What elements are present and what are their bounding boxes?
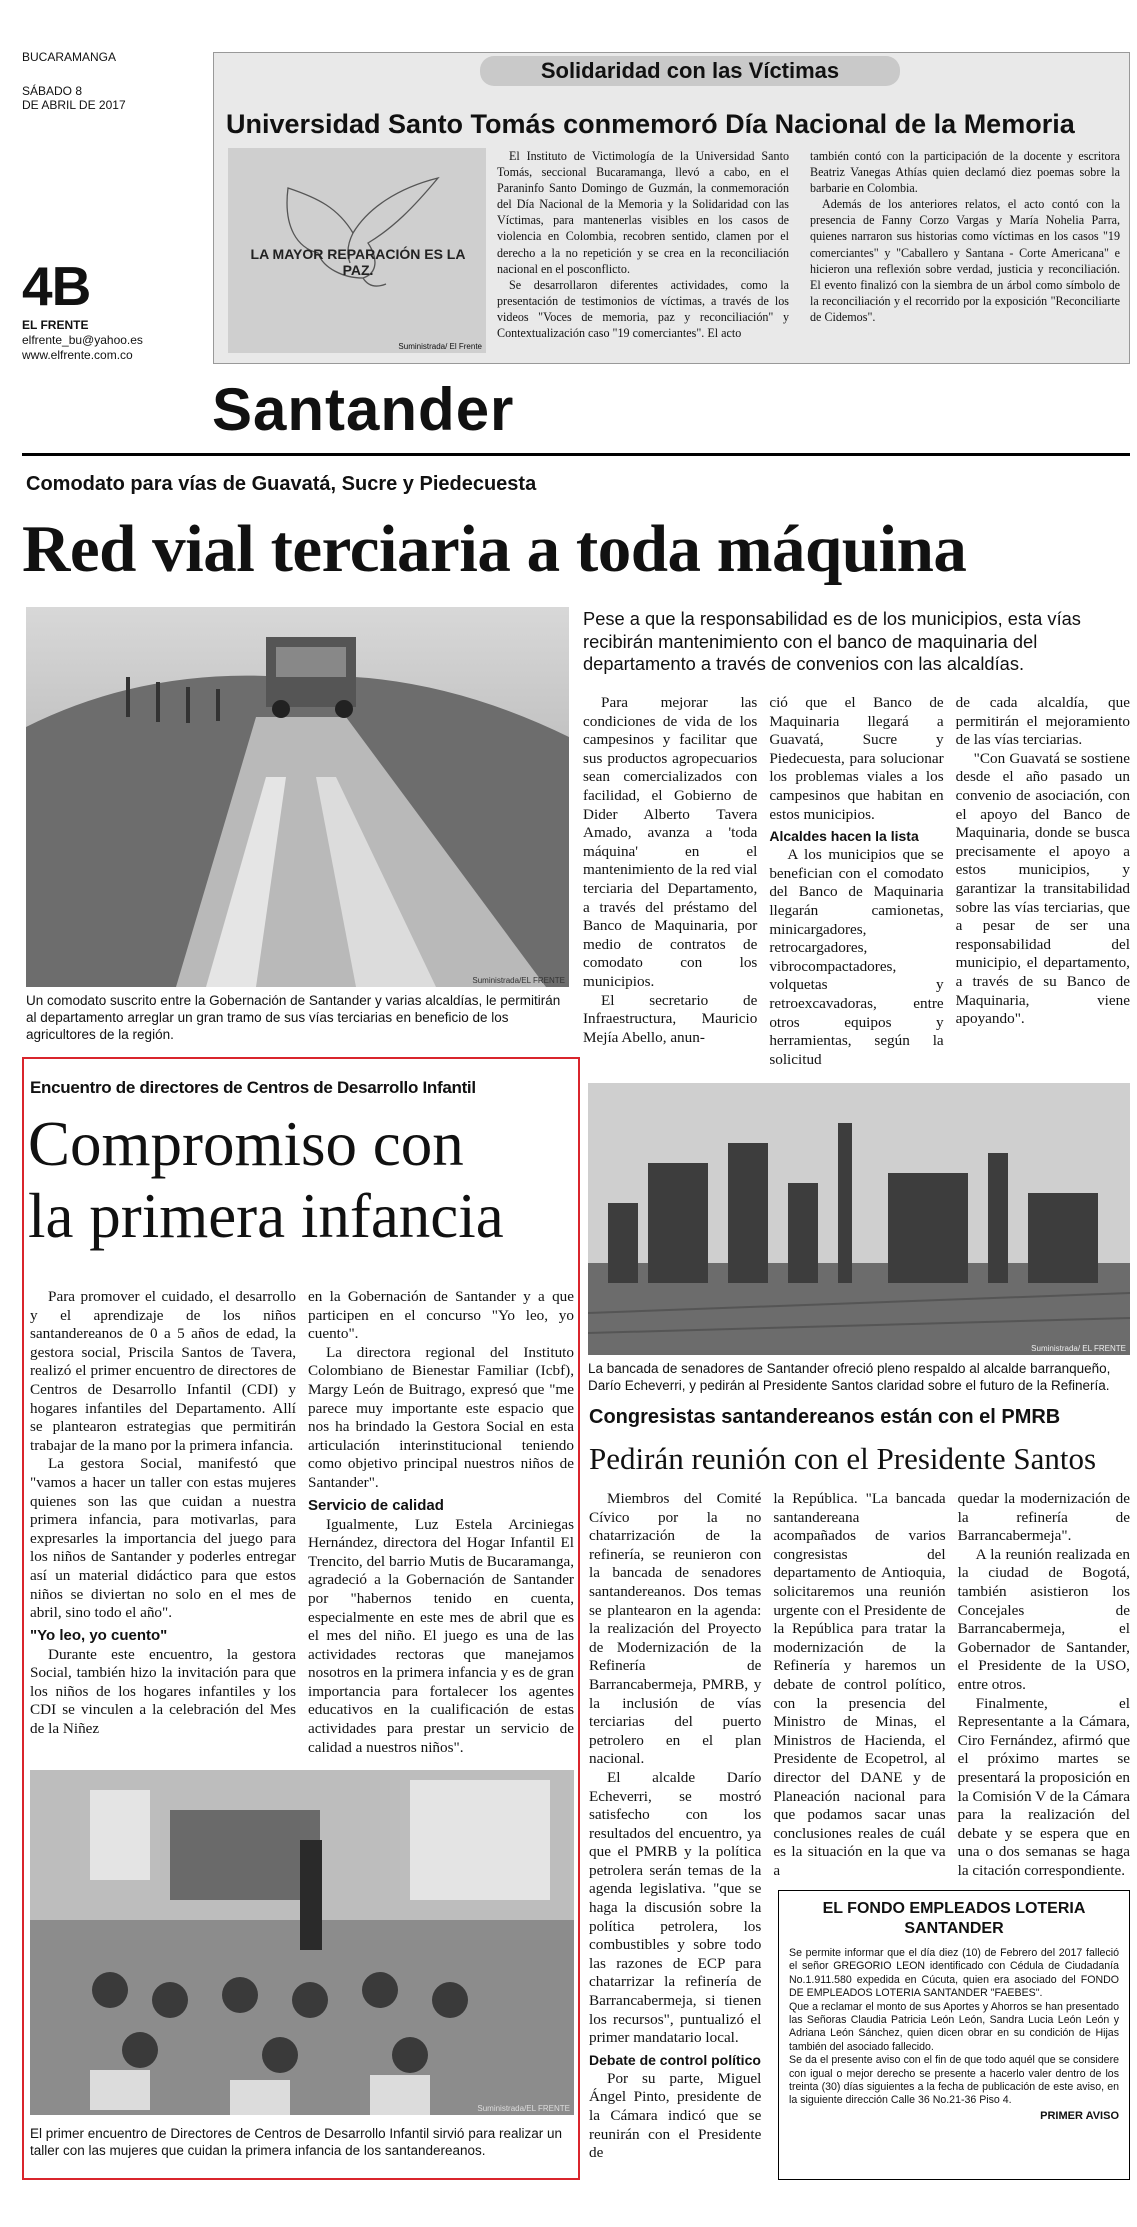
paragraph: Para mejorar las condiciones de vida de los campesinos y facilitar que sus productos agropecuarios sean comercializados con facilidad, el Gobierno de Dider Alberto Tavera Amado, avanza a 'toda máquina' en el mantenimiento de la red vial terciaria del Departamento, a través del préstamo del Banco de Maquinaria, por medio de contratos de comodato con los municipios.	[583, 694, 758, 990]
paragraph: La directora regional del Instituto Colombiano de Bienestar Familiar (Icbf), Margy León de Buitrago, expresó que "me parece muy importante este espacio que nos ha brindado la Gestora Social en esta articulación interinstitucional teniendo como objetivo principal nuestros niños de Santander".	[308, 1343, 574, 1491]
pmrb-headline: Pedirán reunión con el Presidente Santos	[589, 1441, 1097, 1476]
city: BUCARAMANGA	[22, 50, 117, 64]
infancia-headline-2: la primera infancia	[28, 1181, 504, 1251]
vial-body	[583, 694, 1130, 1069]
notice-title-2: SANTANDER	[904, 1920, 1004, 1937]
top-story-banner: Solidaridad con las Víctimas	[480, 56, 900, 86]
notice-title	[789, 1899, 1119, 1939]
paragraph: Por su parte, Miguel Ángel Pinto, presidente de la Cámara indicó que se reunirán con el Presidente de	[589, 2069, 762, 2162]
infancia-kicker: Encuentro de directores de Centros de Desarrollo Infantil	[30, 1078, 476, 1097]
pmrb-col1	[589, 1490, 761, 2163]
infancia-headline-1: Compromiso con	[28, 1109, 464, 1179]
paragraph: Finalmente, el Representante a la Cámara, Ciro Fernández, afirmó que el próximo martes se presentará la proposición en la Comisión V de la Cámara para la realización del debate y se espera que en una o dos semanas se haga la citación correspondiente.	[957, 1694, 1130, 1879]
paragraph: también contó con la participación de la docente y escritora Beatriz Vanegas Athías quien declamó diez poemas sobre la barbarie en Colombia.	[810, 149, 1120, 196]
paragraph: Para promover el cuidado, el desarrollo y el aprendizaje de los niños santandereanos de 0 a 5 años de edad, la gestora social, Priscila Santos de Tavera, realizó el primer encuentro de directores de Centros de Desarrollo Infantil (CDI) y hogares infantiles del Departamento. Allí se plantearon estrategias que permitirán trabajar de la mano por la primera infancia.	[30, 1288, 296, 1454]
infancia-col2	[308, 1288, 574, 1757]
paragraph: El secretario de Infraestructura, Mauricio Mejía Abello, anun-	[583, 991, 758, 1046]
vial-kicker: Comodato para vías de Guavatá, Sucre y Piedecuesta	[26, 473, 537, 495]
children-photo-credit: Suministrada/EL FRENTE	[477, 2104, 570, 2113]
road-photo	[26, 607, 569, 987]
refinery-photo-credit: Suministrada/ EL FRENTE	[1031, 1344, 1126, 1353]
dove-credit: Suministrada/ El Frente	[398, 342, 482, 351]
paragraph: Igualmente, Luz Estela Arciniegas Hernández, directora del Hogar Infantil El Trencito, del barrio Mutis de Bucaramanga, agradeció a la Gobernación de Santander por "habernos tenido en cuenta, especialmente en este mes de abril que es el mes del niño. El juego es una de las actividades rectoras que manejamos nosotros en la primera infancia y es de gran importancia para fortalecer los agentes educativos en la cualificación de estas actividades para prestar un servicio de calidad a nuestros niños".	[308, 1515, 574, 1756]
dove-image-text: LA MAYOR REPARACIÓN ES LA PAZ.	[250, 246, 466, 278]
notice-paragraph: Que a reclamar el monto de sus Aportes y Ahorros se han presentado las Señoras Claudia Patricia León León, Sandra Lucia León León y Adriana León Sánchez, quien dicen obrar en su condición de Hijas también del asociado fallecido.	[789, 2000, 1119, 2053]
infancia-body	[30, 1288, 574, 1757]
children-photo	[30, 1770, 574, 2115]
paragraph: El Instituto de Victimología de la Universidad Santo Tomás, seccional Bucaramanga, llevó a cabo, en el Paraninfo Santo Domingo de Guzmán, la conmemoración del Día Nacional de la Memoria y la Solidaridad con las Víctimas, para mantenerlas visibles en los casos de violencia en Colombia, recobren sentido, clamen por el derecho a la no repetición y se crea en la reconciliación nacional en el posconflicto.	[497, 149, 789, 276]
vial-col3	[956, 694, 1130, 1069]
website: www.elfrente.com.co	[22, 348, 133, 362]
masthead-info	[22, 50, 126, 112]
notice-footer: PRIMER AVISO	[1040, 2109, 1119, 2122]
pmrb-subhead: Debate de control político	[589, 2051, 761, 2068]
infancia-headline	[28, 1108, 576, 1252]
paragraph: La gestora Social, manifestó que "vamos a hacer un taller con estas mujeres quienes son las que cuidan a nuestra primera infancia, para motivarlas, para expresarles la importancia del juego para los niños de Santander y poderles entregar así un material didáctico para que estos niños se diviertan no solo en el mes de abril, sino todo el año".	[30, 1455, 296, 1622]
masthead-contact	[22, 318, 143, 363]
paragraph: "Con Guavatá se sostiene desde el año pasado un convenio de asociación, con el apoyo del Banco de Maquinaria, donde se busca precisamente el apoyo a estos municipios, y garantizar la transitabilidad sobre las vías terciarias, que a pesar de ser una responsabilidad del municipio, el departamento, a través de su Banco de Maquinaria, viene apoyando".	[955, 749, 1130, 1028]
paragraph: Además de los anteriores relatos, el acto contó con la presencia de Fanny Corzo Vargas y María Nohelia Parra, quienes narraron sus historias como víctimas en los casos "19 comerciantes" y "Caballero y Santana - Corte Americana" e hicieron una reflexión sobre verdad, justicia y reconciliación. El evento finalizó con la siembra de un árbol como símbolo de la reconciliación y el recorrido por la exposición "Reconciliarte de Cidemos".	[810, 197, 1120, 324]
top-story-col2	[810, 148, 1120, 325]
date-line-2: DE ABRIL DE 2017	[22, 98, 126, 112]
paragraph: en la Gobernación de Santander y a que participen en el concurso "Yo leo, yo cuento".	[308, 1288, 574, 1343]
refinery-photo	[588, 1083, 1130, 1355]
paragraph: Se desarrollaron diferentes actividades, como la presentación de testimonios de víctimas, a través de los videos "Voces de memoria, paz y reconciliación" y Contextualización caso "19 comerciantes". El acto	[497, 277, 789, 341]
notice-body	[789, 1947, 1119, 2108]
road-photo-image	[26, 607, 569, 987]
top-story-headline: Universidad Santo Tomás conmemoró Día Nacional de la Memoria	[226, 109, 1075, 139]
infancia-col1	[30, 1288, 296, 1757]
email: elfrente_bu@yahoo.es	[22, 333, 143, 347]
paragraph: A los municipios que se benefician con el comodato del Banco de Maquinaria llegarán camionetas, minicargadores, retrocargadores, vibrocompactadores, volquetas y retroexcavadoras, entre otros equipos y herramientas, según la solicitud	[769, 846, 944, 1068]
paragraph: ció que el Banco de Maquinaria llegará a Guavatá, Sucre y Piedecuesta, para solucionar los problemas viales a los campesinos que habitan en estos municipios.	[769, 694, 944, 823]
vial-lead: Pese a que la responsabilidad es de los municipios, esta vías recibirán mantenimiento con el banco de maquinaria del departamento a través de convenios con las alcaldías.	[583, 608, 1081, 675]
section-title: Santander	[212, 376, 515, 443]
vial-col1	[583, 694, 757, 1069]
paragraph: la República. "La bancada santandereana acompañados de varios congresistas del departamento de Antioquia, solicitaremos una reunión urgente con el Presidente de la República para tratar la modernización de la Refinería y haremos un debate de control político, con la presencia del Ministro de Minas, el Ministros de Hacienda, el Presidente de Ecopetrol, al director del DANE y de Planeación nacional para que podamos sacar unas conclusiones reales de cuál es la situación en la que va a	[773, 1490, 946, 1879]
children-photo-image	[30, 1770, 574, 2115]
notice-paragraph: Se da el presente aviso con el fin de que todo aquél que se considere con igual o mejor derecho se presente a hacerlo valer dentro de los treinta (30) días siguientes a la fecha de publicación de este aviso, en la siguiente dirección Calle 36 No.21-36 Piso 4.	[789, 2054, 1119, 2107]
paragraph: Miembros del Comité Cívico por la no chatarrización de la refinería, se reunieron con la bancada de senadores santandereanos. Dos temas se plantearon en la agenda: la realización del Proyecto de Modernización de la Refinería de Barrancabermeja, PMRB, y la inclusión de vías terciarias del puerto petrolero en el plan nacional.	[589, 1490, 762, 1768]
vial-headline: Red vial terciaria a toda máquina	[22, 512, 967, 586]
dove-image	[228, 148, 486, 353]
date-line: SÁBADO 8	[22, 84, 83, 98]
vial-subhead: Alcaldes hacen la lista	[769, 828, 919, 845]
paragraph: Durante este encuentro, la gestora Social, también hizo la invitación para que los niños de los hogares infantiles y los CDI se vinculen a la celebración del Mes de la Niñez	[30, 1645, 296, 1738]
pmrb-kicker: Congresistas santandereanos están con el PMRB	[589, 1406, 1061, 1428]
paper-name: EL FRENTE	[22, 318, 89, 332]
paragraph: de cada alcaldía, que permitirán el mejoramiento de las vías terciarias.	[955, 694, 1130, 749]
notice-paragraph: Se permite informar que el día diez (10) de Febrero del 2017 falleció el señor GREGORIO LEON identificado con Cédula de Ciudadanía No.1.911.580 expedida en Cúcuta, quien era asociado del FONDO DE EMPLEADOS LOTERIA SANTANDER "FAEBES".	[789, 1947, 1119, 2000]
road-photo-caption: Un comodato suscrito entre la Gobernación de Santander y varias alcaldías, le permitirán al departamento arreglar un gran tramo de sus vías terciarias en beneficio de los agricultores de la región.	[26, 993, 561, 1042]
notice-title-1: EL FONDO EMPLEADOS LOTERIA	[822, 1900, 1086, 1917]
infancia-subhead-2: Servicio de calidad	[308, 1496, 444, 1514]
refinery-photo-image	[588, 1083, 1130, 1355]
death-notice	[778, 1890, 1130, 2180]
paragraph: El alcalde Darío Echeverri, se mostró satisfecho con los resultados del encuentro, ya que el PMRB y la política petrolera serán temas de la agenda legislativa. "que se haga la discusión sobre la política petrolera, los combustibles y sobre todo las razones de ECP para chatarrizar la refinería de Barrancabermeja, si tienen los recursos", puntualizó el primer mandatario local.	[589, 1768, 762, 2047]
section-rule	[22, 453, 1130, 456]
paragraph: A la reunión realizada en la ciudad de Bogotá, también asistieron los Concejales de Barrancabermeja, el Gobernador de Santander, el Presidente de la USO, entre otros.	[957, 1545, 1130, 1693]
infancia-subhead-1: "Yo leo, yo cuento"	[30, 1626, 168, 1644]
page-number: 4B	[22, 255, 91, 317]
vial-col2	[769, 694, 943, 1069]
refinery-photo-caption: La bancada de senadores de Santander ofreció pleno respaldo al alcalde barranqueño, Darío Echeverri, y pedirán al Presidente Santos claridad sobre el futuro de la Refinería.	[588, 1361, 1111, 1393]
top-story-col1	[497, 148, 789, 341]
paragraph: quedar la modernización de la refinería de Barrancabermeja".	[957, 1490, 1130, 1545]
road-photo-credit: Suministrada/EL FRENTE	[472, 976, 565, 985]
children-photo-caption: El primer encuentro de Directores de Centros de Desarrollo Infantil sirvió para realizar un taller con las mujeres que cuidan la primera infancia de los santandereanos.	[30, 2126, 562, 2158]
